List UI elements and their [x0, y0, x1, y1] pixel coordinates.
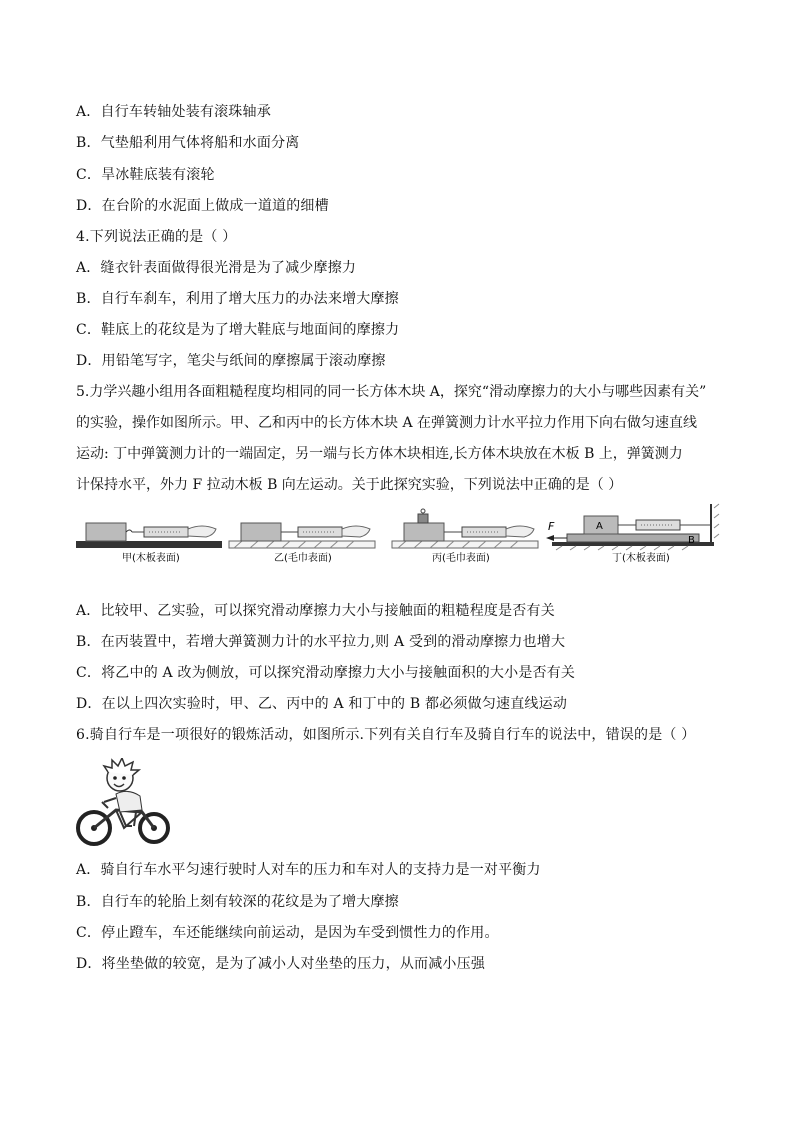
q6-option-a: A．骑自行车水平匀速行驶时人对车的压力和车对人的支持力是一对平衡力 [76, 862, 541, 878]
q5-stem-line: 5.力学兴趣小组用各面粗糙程度均相同的同一长方体木块 A，探究“滑动摩擦力的大小与哪些因素有关” [76, 384, 707, 400]
q5-stem-line: 运动: 丁中弹簧测力计的一端固定，另一端与长方体木块相连,长方体木块放在木板 B 上，弹簧测力 [76, 446, 683, 462]
label-f: F [548, 520, 555, 533]
q4-option-d: D．用铅笔写字，笔尖与纸间的摩擦属于滚动摩擦 [76, 353, 386, 369]
q5-stem-line: 的实验，操作如图所示。甲、乙和丙中的长方体木块 A 在弹簧测力计水平拉力作用下向右做匀速直线 [76, 415, 698, 431]
setup-bing [392, 509, 538, 548]
bicycle-rider-illustration [76, 758, 172, 850]
q6-stem: 6.骑自行车是一项很好的锻炼活动，如图所示.下列有关自行车及骑自行车的说法中，错误的是（ ） [76, 727, 696, 743]
q4-stem: 4.下列说法正确的是（ ） [76, 229, 237, 245]
q6-option-b: B．自行车的轮胎上刻有较深的花纹是为了增大摩擦 [76, 894, 399, 910]
q3-option-b: B．气垫船利用气体将船和水面分离 [76, 135, 300, 151]
q5-option-d: D．在以上四次实验时，甲、乙、丙中的 A 和丁中的 B 都必须做匀速直线运动 [76, 696, 568, 712]
q4-option-a: A．缝衣针表面做得很光滑是为了减少摩擦力 [76, 260, 357, 276]
setup-ding [546, 504, 719, 550]
q5-option-c: C．将乙中的 A 改为侧放，可以探究滑动摩擦力大小与接触面积的大小是否有关 [76, 665, 576, 681]
setup-jia [76, 523, 222, 548]
q3-option-a: A．自行车转轴处装有滚珠轴承 [76, 104, 271, 120]
q5-option-a: A．比较甲、乙实验，可以探究滑动摩擦力大小与接触面的粗糙程度是否有关 [76, 603, 555, 619]
q5-stem-line: 计保持水平，外力 F 拉动木板 B 向左运动。关于此探究实验，下列说法中正确的是（ ） [76, 477, 623, 493]
q3-option-c: C．旱冰鞋底装有滚轮 [76, 167, 215, 183]
caption-jia: 甲(木板表面) [122, 553, 180, 564]
q4-option-b: B．自行车刹车，利用了增大压力的办法来增大摩擦 [76, 291, 399, 307]
q3-option-d: D．在台阶的水泥面上做成一道道的细槽 [76, 198, 329, 214]
friction-experiment-figure [74, 500, 724, 570]
label-b: B [688, 535, 695, 546]
q6-option-d: D．将坐垫做的较宽，是为了减小人对坐垫的压力，从而减小压强 [76, 956, 486, 972]
caption-ding: 丁(木板表面) [612, 553, 670, 564]
label-a: A [596, 521, 603, 532]
q4-option-c: C．鞋底上的花纹是为了增大鞋底与地面间的摩擦力 [76, 322, 400, 338]
caption-yi: 乙(毛巾表面) [274, 553, 332, 564]
caption-bing: 丙(毛巾表面) [432, 553, 490, 564]
q6-option-c: C．停止蹬车，车还能继续向前运动，是因为车受到惯性力的作用。 [76, 925, 499, 941]
setup-yi [229, 523, 375, 548]
q5-stem [76, 377, 726, 501]
q5-option-b: B．在丙装置中，若增大弹簧测力计的水平拉力,则 A 受到的滑动摩擦力也增大 [76, 634, 566, 650]
